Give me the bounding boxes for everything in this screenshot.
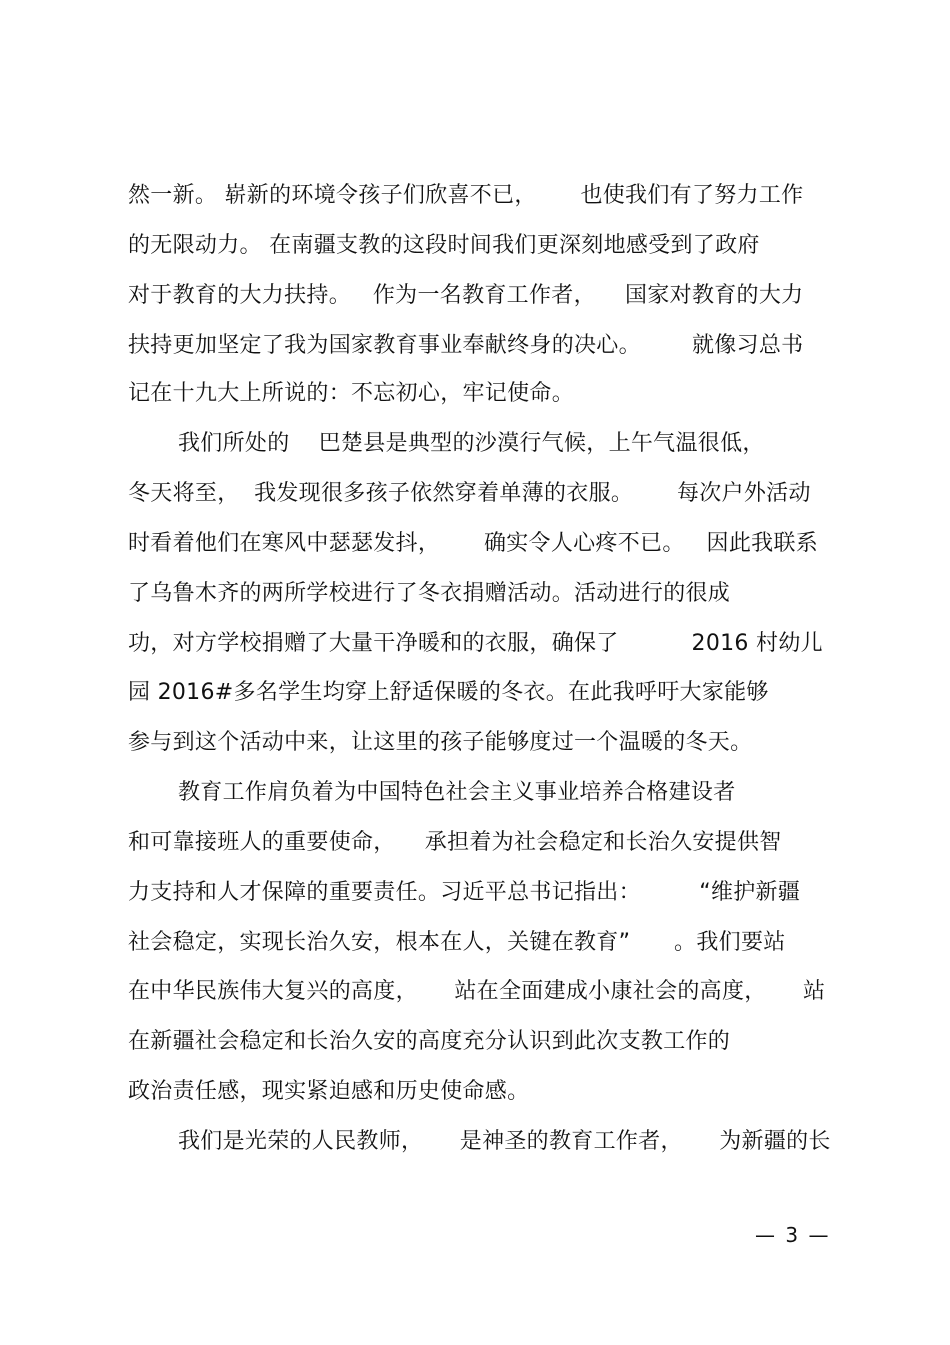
text-line: 时看着他们在寒风中瑟瑟发抖， 确实令人心疼不已。 因此我联系: [128, 531, 819, 556]
text-line: 和可靠接班人的重要使命， 承担着为社会稳定和长治久安提供智: [128, 830, 782, 855]
text-line: 参与到这个活动中来，让这里的孩子能够度过一个温暖的冬天。: [128, 730, 753, 755]
text-line: 扶持更加坚定了我为国家教育事业奉献终身的决心。 就像习总书: [128, 333, 804, 358]
text-line: 在新疆社会稳定和长治久安的高度充分认识到此次支教工作的: [128, 1029, 731, 1054]
text-line: 冬天将至， 我发现很多孩子依然穿着单薄的衣服。 每次户外活动: [128, 481, 811, 506]
text-line: 社会稳定，实现长治久安，根本在人，关键在教育” 。我们要站: [128, 930, 786, 955]
text-line: 了乌鲁木齐的两所学校进行了冬衣捐赠活动。活动进行的很成: [128, 581, 731, 606]
text-line: 对于教育的大力扶持。 作为一名教育工作者， 国家对教育的大力: [128, 283, 804, 308]
paragraph-first-line: 教育工作肩负着为中国特色社会主义事业培养合格建设者: [178, 780, 736, 805]
text-line: 的无限动力。 在南疆支教的这段时间我们更深刻地感受到了政府: [128, 233, 760, 258]
text-line: 园 2016#多名学生均穿上舒适保暖的冬衣。在此我呼吁大家能够: [128, 680, 769, 705]
paragraph-first-line: 我们是光荣的人民教师， 是神圣的教育工作者， 为新疆的长: [178, 1129, 831, 1154]
text-line: 力支持和人才保障的重要责任。习近平总书记指出： “维护新疆: [128, 880, 801, 905]
text-line: 功，对方学校捐赠了大量干净暖和的衣服，确保了 2016 村幼儿: [128, 631, 823, 656]
page-number: — 3 —: [755, 1223, 831, 1247]
text-line: 记在十九大上所说的：不忘初心，牢记使命。: [128, 381, 575, 406]
text-line: 政治责任感，现实紧迫感和历史使命感。: [128, 1079, 530, 1104]
text-line: 然一新。 崭新的环境令孩子们欣喜不已， 也使我们有了努力工作: [128, 183, 804, 208]
paragraph-first-line: 我们所处的 巴楚县是典型的沙漠行气候，上午气温很低，: [178, 431, 765, 456]
text-line: 在中华民族伟大复兴的高度， 站在全面建成小康社会的高度， 站: [128, 979, 826, 1004]
